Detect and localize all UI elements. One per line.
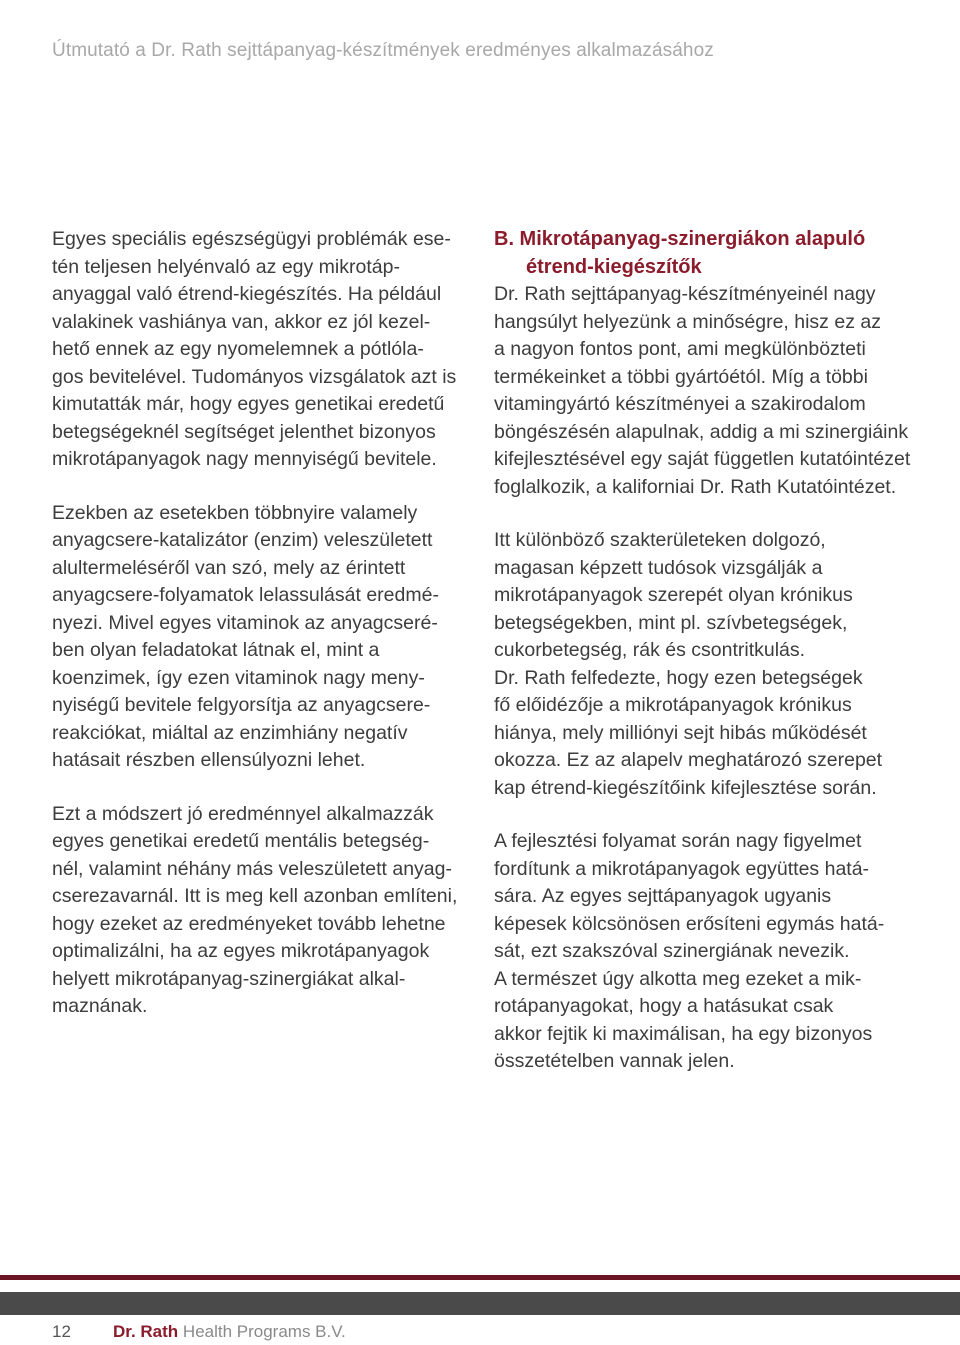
running-header: Útmutató a Dr. Rath sejttápanyag-készítmények eredményes alkalmazásához <box>52 40 714 61</box>
text-line: nyezi. Mivel egyes vitaminok az anyagcseré- <box>52 611 438 634</box>
text-line: anyagcsere-folyamatok lelassulását eredmé- <box>52 584 439 606</box>
text-line: vitamingyártó készítményei a szakirodalom <box>494 393 866 415</box>
text-line: Itt különböző szakterületeken dolgozó, <box>494 529 826 551</box>
text-line: akkor fejtik ki maximálisan, ha egy bizonyos <box>494 1022 873 1045</box>
text-line: A fejlesztési folyamat során nagy figyelmet <box>494 830 862 852</box>
text-line: hető ennek az egy nyomelemnek a pótlóla- <box>52 338 424 360</box>
text-line: cserezavarnál. Itt is meg kell azonban említeni, <box>52 885 458 907</box>
brand-name: Dr. Rath <box>113 1322 179 1341</box>
text-line: képesek kölcsönösen erősíteni egymás hatá- <box>494 912 885 935</box>
text-line: hatásait részben ellensúlyozni lehet. <box>52 749 366 771</box>
text-line: optimalizálni, ha az egyes mikrotápanyagok <box>52 940 430 962</box>
text-line: rotápanyagokat, hogy a hatásukat csak <box>494 995 834 1017</box>
text-line: tén teljesen helyénvaló az egy mikrotáp- <box>52 255 400 278</box>
text-line: böngészésén alapulnak, addig a mi szinergiáink <box>494 420 909 443</box>
text-line: ben olyan feladatokat látnak el, mint a <box>52 639 380 661</box>
footer-bar <box>0 1292 960 1315</box>
text-line: gos bevitelével. Tudományos vizsgálatok azt is <box>52 365 457 388</box>
text-line: sát, ezt szakszóval szinergiának nevezik. <box>494 940 850 962</box>
paragraph <box>52 226 474 474</box>
heading-line: étrend-kiegészítők <box>526 255 702 278</box>
text-line: valakinek vashiánya van, akkor ez jól kezel- <box>52 310 431 333</box>
text-line: mikrotápanyagok szerepét olyan krónikus <box>494 584 853 606</box>
text-line: összetételben vannak jelen. <box>494 1050 735 1072</box>
text-line: mikrotápanyagok nagy mennyiségű bevitele. <box>52 448 437 470</box>
text-line: fő előidézője a mikrotápanyagok krónikus <box>494 694 852 716</box>
text-line: Ezt a módszert jó eredménnyel alkalmazzák <box>52 802 434 825</box>
text-line: anyaggal való étrend-kiegészítés. Ha például <box>52 283 442 305</box>
paragraph <box>494 281 914 501</box>
brand-suffix: Health Programs B.V. <box>178 1322 346 1341</box>
text-line: alultermeléséről van szó, mely az érintett <box>52 556 406 579</box>
footer-rule <box>0 1275 960 1280</box>
text-line: hangsúlyt helyezünk a minőségre, hisz ez az <box>494 310 881 333</box>
paragraph <box>494 527 914 802</box>
text-line: reakciókat, miáltal az enzimhiány negatív <box>52 721 408 744</box>
text-line: maznának. <box>52 995 148 1017</box>
text-line: A természet úgy alkotta meg ezeket a mik- <box>494 967 862 990</box>
text-line: hiánya, mely milliónyi sejt hibás működését <box>494 721 867 744</box>
text-line: betegségeknél segítséget jelenthet bizonyos <box>52 420 436 443</box>
text-line: fordítunk a mikrotápanyagok együttes hatá- <box>494 857 870 880</box>
text-line: Dr. Rath sejttápanyag-készítményeinél nagy <box>494 283 876 305</box>
text-line: kap étrend-kiegészítőink kifejlesztése során. <box>494 776 877 799</box>
text-line: Dr. Rath felfedezte, hogy ezen betegségek <box>494 666 863 689</box>
left-column <box>52 226 474 1047</box>
text-line: Ezekben az esetekben többnyire valamely <box>52 501 418 524</box>
text-line: egyes genetikai eredetű mentális betegség- <box>52 830 430 852</box>
text-line: kifejlesztésével egy saját független kutatóintézet <box>494 448 911 470</box>
text-line: nyiségű bevitele felgyorsítja az anyagcsere- <box>52 694 431 716</box>
text-line: a nagyon fontos pont, ami megkülönbözteti <box>494 338 866 360</box>
footer-brand <box>113 1322 346 1342</box>
text-line: kimutatták már, hogy egyes genetikai eredetű <box>52 393 445 415</box>
paragraph <box>52 500 474 775</box>
page-number: 12 <box>52 1322 71 1341</box>
paragraph <box>52 801 474 1021</box>
text-line: anyagcsere-katalizátor (enzim) veleszületett <box>52 529 433 551</box>
text-line: helyett mikrotápanyag-szinergiákat alkal- <box>52 967 406 990</box>
text-line: cukorbetegség, rák és csontritkulás. <box>494 639 806 661</box>
text-line: sára. Az egyes sejttápanyagok ugyanis <box>494 885 832 907</box>
text-line: termékeinket a többi gyártóétól. Míg a többi <box>494 365 868 388</box>
text-line: hogy ezeket az eredményeket tovább lehetne <box>52 912 446 935</box>
text-line: betegségekben, mint pl. szívbetegségek, <box>494 611 848 634</box>
section-heading <box>494 226 914 281</box>
heading-line: B. Mikrotápanyag-szinergiákon alapuló <box>494 228 866 250</box>
paragraph <box>494 828 914 1076</box>
text-line: magasan képzett tudósok vizsgálják a <box>494 556 823 579</box>
text-line: foglalkozik, a kaliforniai Dr. Rath Kutatóintézet. <box>494 475 897 498</box>
text-line: koenzimek, így ezen vitaminok nagy meny- <box>52 666 425 689</box>
text-line: nél, valamint néhány más veleszületett anyag- <box>52 857 452 880</box>
text-line: okozza. Ez az alapelv meghatározó szerepet <box>494 749 883 771</box>
right-column <box>494 226 914 1102</box>
text-line: Egyes speciális egészségügyi problémák ese- <box>52 228 451 250</box>
